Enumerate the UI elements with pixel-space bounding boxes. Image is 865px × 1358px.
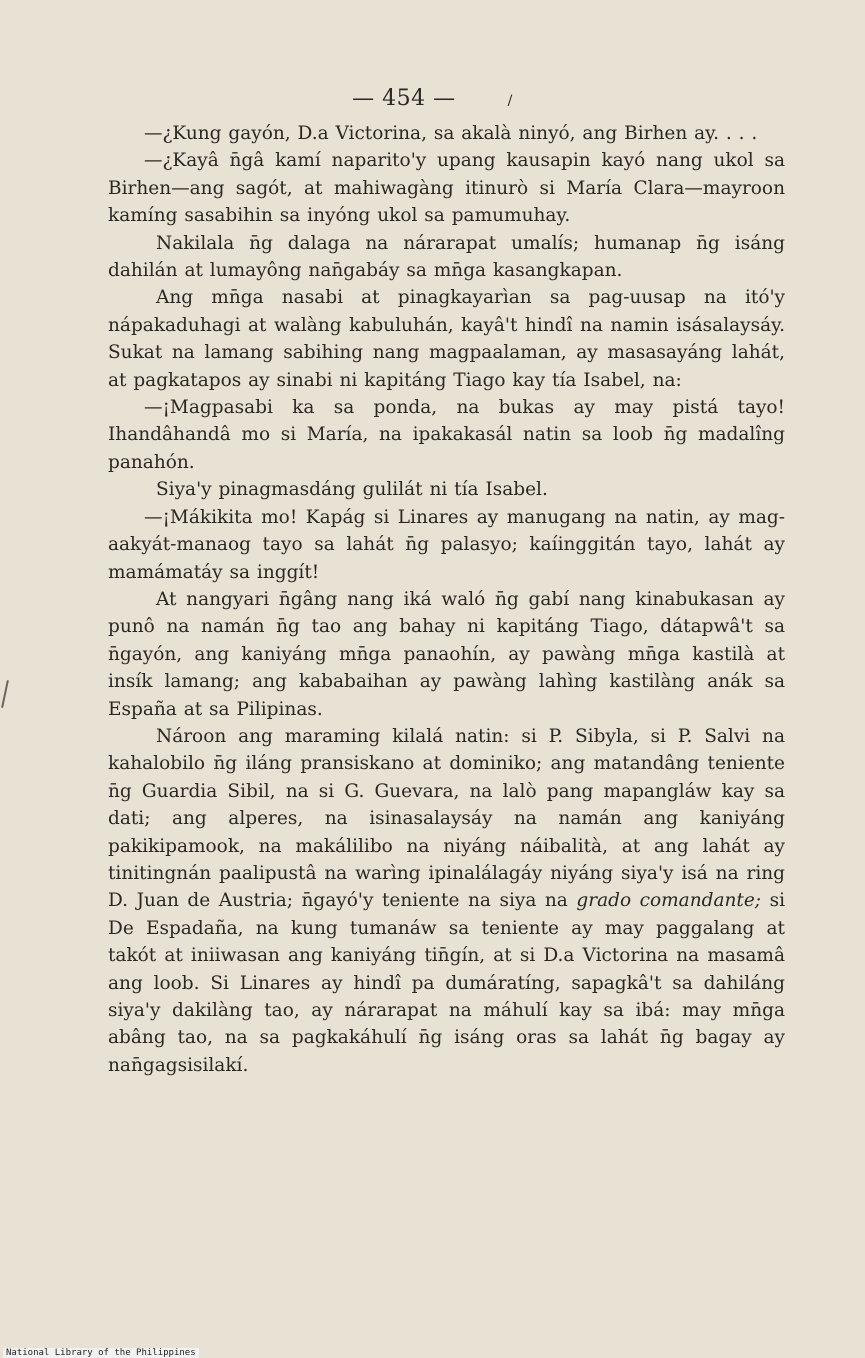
paragraph-9-text: Nároon ang maraming kilalá natin: si P. Sibyla, si P. Salvi na kahalobilo n̄g iláng pransiskano at dominiko; ang matandâng teniente n̄g Guardia Sibil, na si G. Guevara, na lalò pang mapangláw kay sa dati; ang alperes, na isinasalaysáy na namán ang kaniyáng pakikipamook, na makálilibo na niyáng náibalità, at ang lahát ay tinitingnán paalipustâ na warìng ipinalálagáy niyáng siya'y isá na ring D. Juan de Austria; n̄gayó'y teniente na siya na — [108, 725, 785, 912]
paragraph-9-continuation: si De Espadaña, na kung tumanáw sa teniente ay may paggalang at takót at iniiwasan ang kaniyáng tin̄gín, at si D.a Victorina na masamâ ang loob. Si Linares ay hindî pa dumáratíng, sapagkâ't sa dahiláng siya'y dakilàng tao, ay nárarapat na máhulí kay sa ibá: may mn̄ga abâng tao, na sa pagkakáhulí n̄g isáng oras sa lahát n̄g bagay ay nan̄gagsisilakí. — [108, 890, 785, 1076]
paragraph-7: —¡Mákikita mo! Kapág si Linares ay manugang na natin, ay mag-aakyát-manaog tayo sa lahát n̄g palasyo; kaíinggitán tayo, lahát ay mamámatáy sa inggít! — [108, 506, 785, 583]
library-credit: National Library of the Philippines — [3, 1348, 199, 1358]
paragraph-1: —¿Kung gayón, D.a Victorina, sa akalà ninyó, ang Birhen ay. . . . — [144, 123, 758, 144]
page-number-text: — 454 — — [352, 86, 456, 111]
paragraph-9 — [108, 723, 785, 1079]
page-number — [0, 86, 865, 114]
paragraph-2: —¿Kayâ n̄gâ kamí naparito'y upang kausapin kayó nang ukol sa Birhen—ang sagót, at mahiwagàng itinurò si María Clara—mayroon kamíng sasabihin sa inyóng ukol sa pamumuhay. — [108, 150, 785, 227]
italic-phrase: grado comandante; — [576, 890, 762, 912]
stray-mark: / — [507, 93, 513, 109]
margin-pencil-mark — [1, 680, 9, 708]
paragraph-5: —¡Magpasabi ka sa ponda, na bukas ay may pistá tayo! Ihandâhandâ mo si María, na ipakakasál natin sa loob n̄g madalîng panahón. — [108, 397, 785, 473]
paragraph-4: Ang mn̄ga nasabi at pinagkayarìan sa pag-uusap na itó'y nápakaduhagi at walàng kabuluhán, kayâ't hindî na namin isásalaysáy. Sukat na lamang sabihing nang magpaalaman, ay masasayáng lahát, at pagkatapos ay sinabi ni kapitáng Tiago kay tía Isabel, na: — [108, 287, 785, 391]
paragraph-6: Siya'y pinagmasdáng gulilát ni tía Isabel. — [156, 479, 548, 501]
paragraph-3: Nakilala n̄g dalaga na nárarapat umalís; humanap n̄g isáng dahilán at lumayông nan̄gabáy sa mn̄ga kasangkapan. — [108, 232, 785, 282]
body-text — [108, 120, 785, 1079]
paragraph-8: At nangyari n̄gâng nang iká waló n̄g gabí nang kinabukasan ay punô na namán n̄g tao ang bahay ni kapitáng Tiago, dátapwâ't sa n̄gayón, ang kaniyáng mn̄ga panaohín, ay pawàng mn̄ga kastilà at insík lamang; ang kababaihan ay pawàng lahìng kastilàng anák sa España at sa Pilipinas. — [108, 588, 785, 720]
